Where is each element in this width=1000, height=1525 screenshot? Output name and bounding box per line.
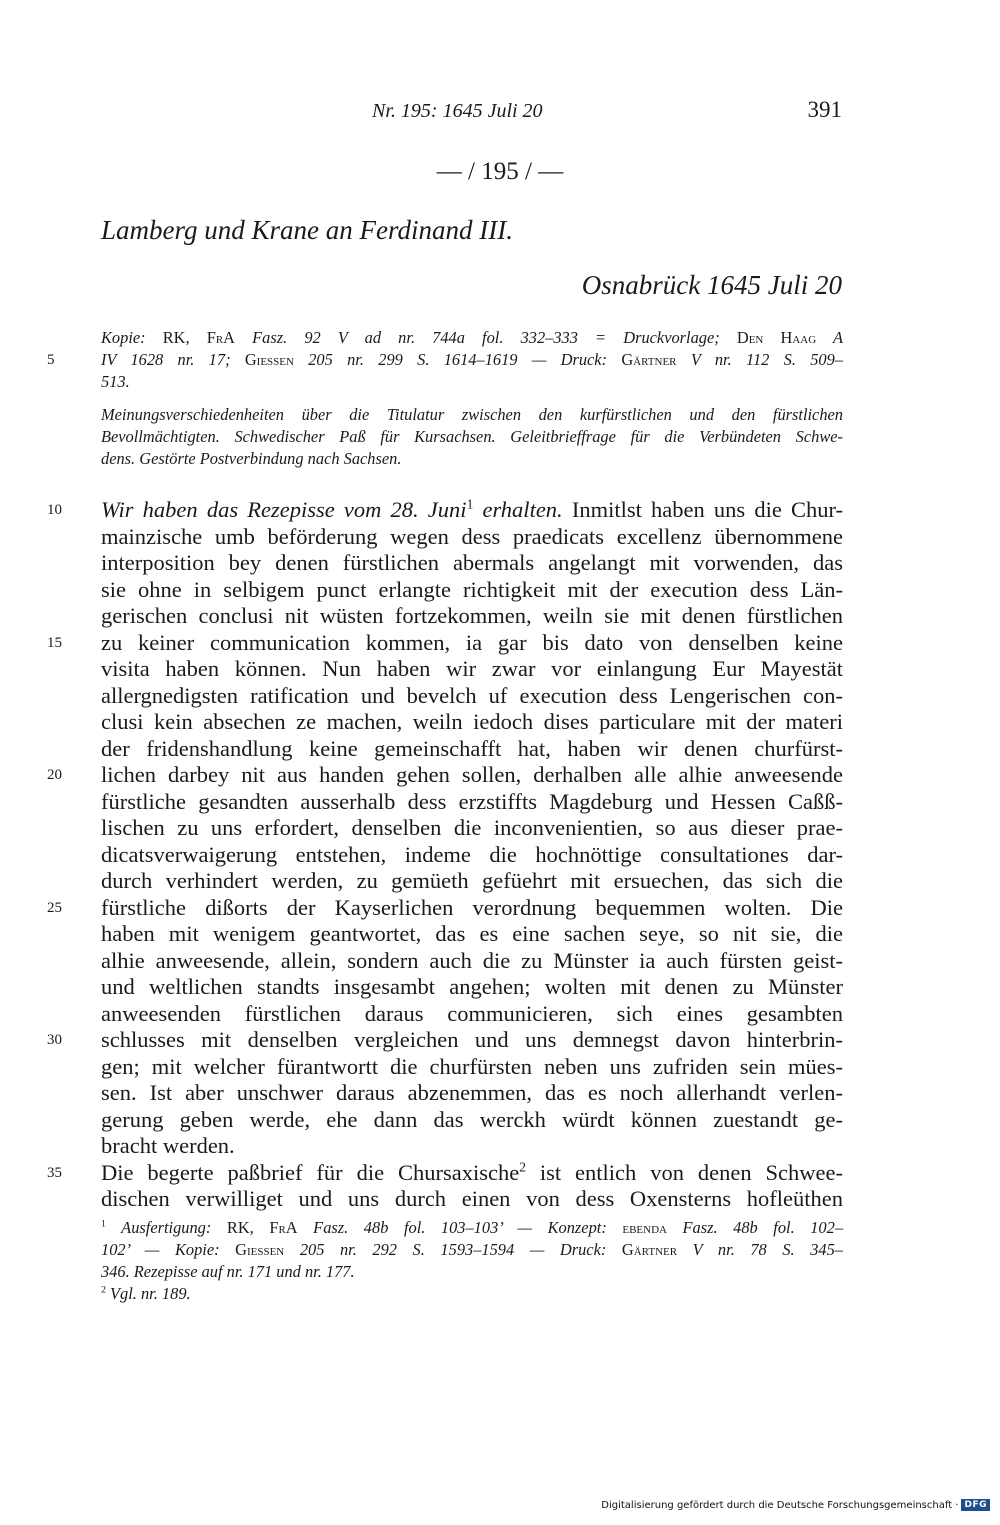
text-run: erhalten. [473,497,563,522]
text-run: Wir haben das Rezepisse vom 28. Juni [101,497,467,522]
text-run: Gärtner [621,350,677,369]
source-note-line [101,327,843,349]
footnote-line [101,1239,843,1261]
footnote-line [101,1217,843,1239]
text-run: bracht werden. [101,1133,235,1158]
document-place-date: Osnabrück 1645 Juli 20 [581,270,842,300]
body-text [47,496,844,1213]
text-run: gen; mit welcher fürantwortt die churfürsten neben uns zufriden sein mües- [101,1053,843,1079]
body-text-line [47,1027,843,1054]
text-run: Fasz. 48b fol. 102– [666,1218,844,1237]
body-text-line [101,603,843,630]
text-run: 513. [101,372,130,391]
body-text-line [101,921,843,948]
body-text-line [101,1054,843,1081]
line-number: 15 [47,634,62,651]
text-run: V nr. 112 S. 509– [676,350,843,369]
text-run: und weltlichen standts insgesambt angehen; wolten mit denen zu Münster [101,974,843,999]
text-run: gerung geben werde, ehe dann das werckh würdt können zuestandt ge- [101,1106,843,1132]
text-run: fürstliche gesandten ausserhalb dess erzstiffts Magdeburg und Hessen Caßß- [101,788,843,814]
source-note-line [47,349,843,371]
source-note-line [101,371,843,393]
text-run: IV 1628 nr. 17; [101,350,245,369]
text-run: Inmitlst haben uns die Chur- [562,497,844,522]
footnote-ref: 2 [519,1159,526,1174]
footnote-ref: 2 [101,1284,106,1296]
text-run: anweesenden fürstlichen daraus communicieren, sich eines gesambten [101,1000,843,1026]
text-run: Gärtner [621,1240,678,1259]
text-run: visita haben können. Nun haben wir zwar vor einlangung Eur Mayestät [101,656,843,681]
body-text-line [101,789,843,816]
running-head: Nr. 195: 1645 Juli 20 [372,100,543,122]
text-run: Giessen [244,350,294,369]
text-run: Fasz. 48b fol. 103–103’ — Konzept: [297,1218,623,1237]
body-text-line [101,1133,843,1160]
text-run: Den Haag [736,328,817,347]
text-run: RK, [226,1218,270,1237]
summary-line: Bevollmächtigten. Schwedischer Paß für Kursachsen. Geleitbrieffrage für die Verbündeten Schwe- [101,427,843,446]
text-run: RK, [162,328,207,347]
line-number: 10 [47,502,62,518]
text-run: sen. Ist aber unschwer daraus abzenemmen, das es noch allerhandt verlen- [101,1080,843,1105]
body-text-line [101,550,843,577]
summary-line: Meinungsverschiedenheiten über die Titulatur zwischen den kurfürstlichen und den fürstlichen [101,405,843,424]
footnotes [101,1217,843,1305]
text-run: mainzische umb beförderung wegen dess praedicats excellenz übernommene [101,523,843,549]
text-run: der fridenshandlung keine gemeinschafft hat, haben wir denen churfürst- [101,735,843,761]
credit-text: Digitalisierung gefördert durch die Deutsche Forschungsgemeinschaft · [601,1499,959,1511]
line-number: 5 [47,352,55,368]
text-run: V nr. 78 S. 345– [677,1240,843,1259]
text-run: 102’ — Kopie: [101,1240,236,1259]
body-text-line [101,524,843,551]
text-run: ist entlich von denen Schwee- [525,1159,843,1185]
body-text-line [101,868,843,895]
body-text-line [101,1186,843,1213]
footnote-ref: 1 [101,1218,106,1230]
text-run: allergnedigsten ratification und bevelch uf execution dess Lengerischen con- [101,682,843,708]
text-run: sie ohne in selbigem punct erlangte richtigkeit mit der execution dess Län- [101,576,843,602]
text-run: haben mit wenigem geantwortet, das es eine sachen seye, so nit sie, die [101,921,843,946]
text-run: Fasz. 92 V ad nr. 744a fol. 332–333 = Druckvorlage; [235,328,737,347]
text-run: dicatsverwaigerung entstehen, indeme die hochnöttige consultationes dar- [101,841,843,867]
text-run: ebenda [622,1218,667,1237]
text-run: fürstliche dißorts der Kayserlichen verordnung bequemmen wolten. Die [101,894,843,920]
body-text-line [101,948,843,975]
digitization-credit [601,1499,990,1511]
body-text-line [47,894,843,922]
text-run: lischen zu uns erfordert, denselben die inconvenientien, so aus dieser prae- [101,815,843,840]
text-run: clusi kein absechen ze machen, weiln iedoch dises particulare mit der materi [101,709,843,734]
text-run: Vgl. nr. 189. [105,1284,191,1303]
footnote-line [101,1261,843,1283]
text-run: FrA [269,1218,298,1237]
line-number: 35 [47,1164,62,1181]
page-number: 391 [807,97,842,122]
body-text-line [101,842,843,869]
body-text-line [101,683,843,710]
text-run: zu keiner communication kommen, ia gar bis dato von denselben keine [101,629,843,655]
summary-line: dens. Gestörte Postverbindung nach Sachsen. [101,449,402,468]
text-run: FrA [206,328,236,347]
text-run: gerischen conclusi nit wüsten fortzekommen, weiln sie mit denen fürstlichen [101,603,843,628]
body-text-line [101,1080,843,1107]
body-text-line [101,709,843,736]
body-text-line [101,974,843,1001]
text-run: alhie anweesende, allein, sondern auch die zu Münster ia auch fürsten geist- [101,947,843,973]
text-run: A [816,328,843,347]
line-number: 30 [47,1032,62,1048]
text-run: 205 nr. 292 S. 1593–1594 — Druck: [284,1240,622,1259]
line-number: 20 [47,767,62,783]
body-text-line [101,656,843,683]
body-text-line [101,1001,843,1028]
dfg-logo-icon: DFG [961,1499,990,1511]
body-text-line [47,1159,843,1187]
document-title: Lamberg und Krane an Ferdinand III. [101,215,513,245]
text-run: Ausfertigung: [105,1218,227,1237]
body-text-line [101,577,843,604]
text-run: Giessen [235,1240,285,1259]
body-text-line [47,762,843,789]
text-run: 346. Rezepisse auf nr. 171 und nr. 177. [101,1262,355,1281]
body-text-line [101,1107,843,1134]
body-text-line [47,629,843,657]
footnote-ref: 1 [466,496,474,512]
text-run: durch verhindert werden, zu gemüeth gefüehrt mit ersuechen, das sich die [101,868,843,893]
text-run: schlusses mit denselben vergleichen und uns demnegst davon hinterbrin- [101,1027,843,1052]
text-run: dischen verwilliget und uns durch einen von dess Oxensterns hofleüthen [101,1186,843,1211]
text-run: lichen darbey nit aus handen gehen sollen, derhalben alle alhie anweesende [101,762,843,787]
text-run: interposition bey denen fürstlichen abermals angelangt mit vorwenden, das [101,550,843,575]
document-number: — / 195 / — [436,158,564,185]
body-text-line [101,815,843,842]
footnote-line [101,1283,843,1305]
text-run: Kopie: [101,328,163,347]
summary-regest [101,404,843,470]
body-text-line [47,496,844,524]
line-number: 25 [47,899,62,916]
text-run: Die begerte paßbrief für die Chursaxische [101,1159,520,1185]
text-run: 205 nr. 299 S. 1614–1619 — Druck: [293,350,622,369]
source-note [47,327,843,393]
body-text-line [101,736,843,763]
